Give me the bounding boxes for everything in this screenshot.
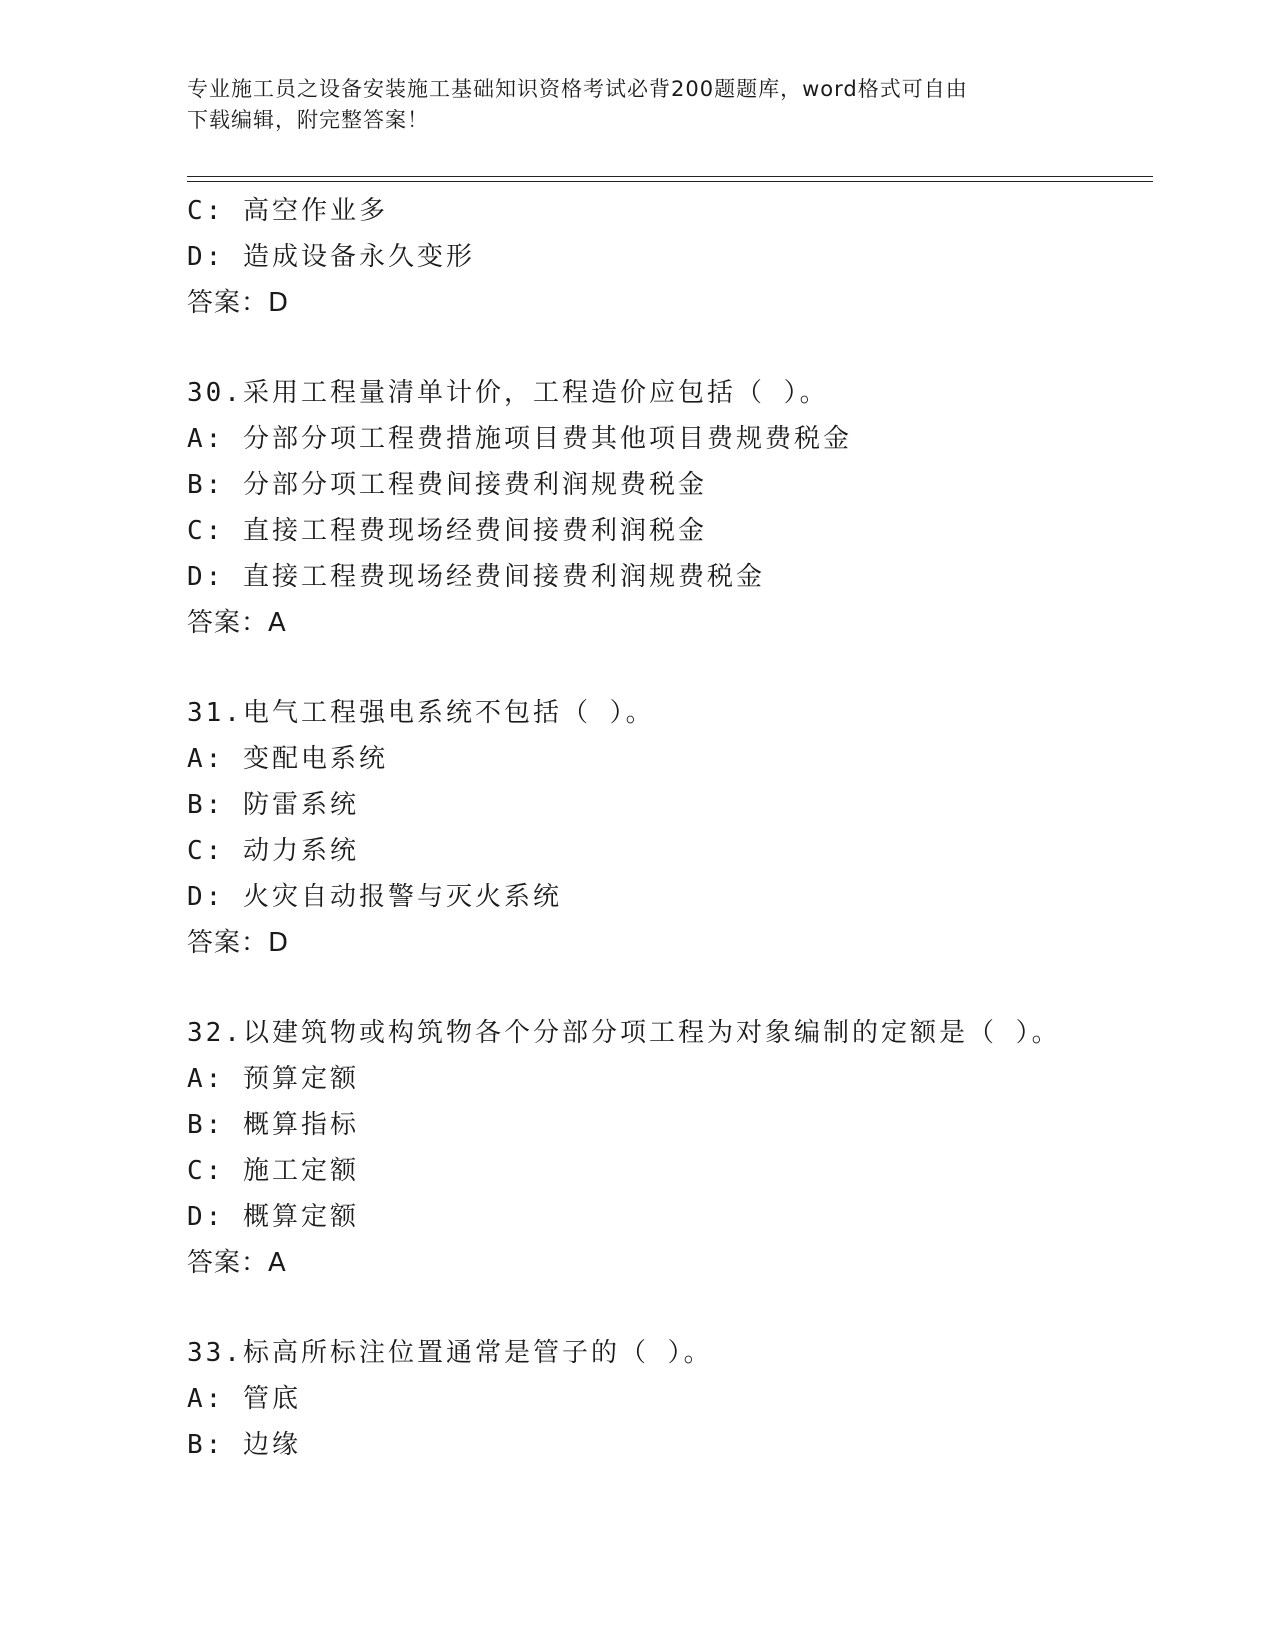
- header-line-2: 下载编辑，附完整答案！: [187, 108, 429, 132]
- option-d: D: 造成设备永久变形: [187, 242, 475, 272]
- option-c: C: 高空作业多: [187, 196, 388, 226]
- answer-line: 答案：D: [187, 928, 290, 958]
- question-text: 30.采用工程量清单计价，工程造价应包括（ ）。: [187, 378, 829, 408]
- answer-line: 答案：D: [187, 288, 290, 318]
- option-c: C: 动力系统: [187, 836, 359, 866]
- option-c: C: 施工定额: [187, 1156, 359, 1186]
- option-a: A: 分部分项工程费措施项目费其他项目费规费税金: [187, 424, 852, 454]
- option-a: A: 变配电系统: [187, 744, 388, 774]
- question-32: [187, 1010, 1147, 1286]
- option-b: B: 概算指标: [187, 1110, 359, 1140]
- question-29-tail: [187, 188, 1147, 326]
- header-divider-top: [187, 176, 1153, 177]
- question-text: 32.以建筑物或构筑物各个分部分项工程为对象编制的定额是（ ）。: [187, 1018, 1061, 1048]
- question-33: [187, 1330, 1147, 1468]
- spacer: [187, 966, 1147, 1010]
- answer-line: 答案：A: [187, 1248, 287, 1278]
- question-text: 33.标高所标注位置通常是管子的（ ）。: [187, 1338, 713, 1368]
- option-d: D: 概算定额: [187, 1202, 359, 1232]
- option-b: B: 分部分项工程费间接费利润规费税金: [187, 470, 707, 500]
- spacer: [187, 326, 1147, 370]
- option-d: D: 火灾自动报警与灭火系统: [187, 882, 562, 912]
- header-line-1: 专业施工员之设备安装施工基础知识资格考试必背200题题库，word格式可自由: [187, 77, 968, 101]
- option-b: B: 防雷系统: [187, 790, 359, 820]
- option-a: A: 管底: [187, 1384, 301, 1414]
- spacer: [187, 1286, 1147, 1330]
- question-30: [187, 370, 1147, 646]
- header-divider-bottom: [187, 181, 1153, 182]
- option-a: A: 预算定额: [187, 1064, 359, 1094]
- document-header: [187, 74, 1067, 136]
- question-31: [187, 690, 1147, 966]
- spacer: [187, 646, 1147, 690]
- option-d: D: 直接工程费现场经费间接费利润规费税金: [187, 562, 765, 592]
- question-text: 31.电气工程强电系统不包括（ ）。: [187, 698, 655, 728]
- answer-line: 答案：A: [187, 608, 287, 638]
- question-list: [187, 188, 1147, 1468]
- option-c: C: 直接工程费现场经费间接费利润税金: [187, 516, 707, 546]
- option-b: B: 边缘: [187, 1430, 301, 1460]
